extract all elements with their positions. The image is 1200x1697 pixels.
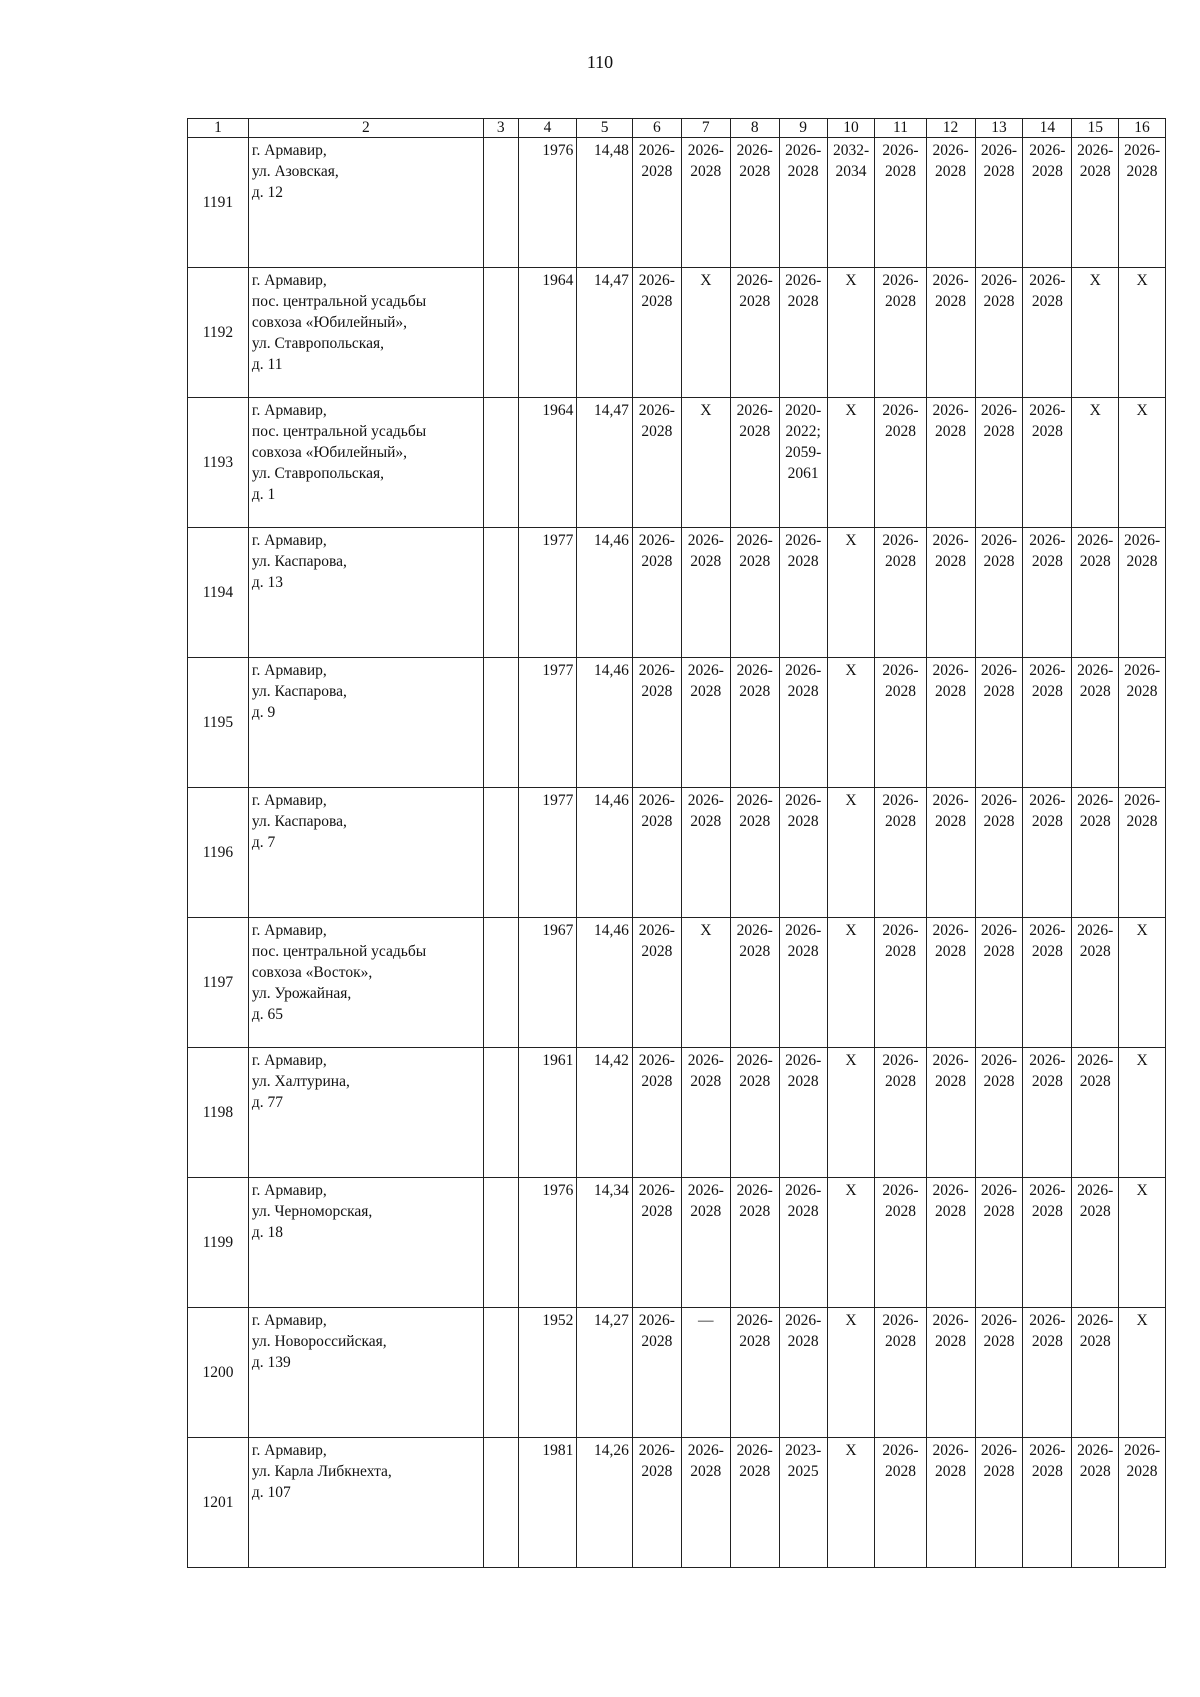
period-cell: 2026- 2028 [926, 1438, 975, 1568]
year-cell: 1981 [518, 1438, 577, 1568]
year-cell: 1967 [518, 918, 577, 1048]
period-cell: X [1119, 1308, 1166, 1438]
period-cell: — [681, 1308, 730, 1438]
period-cell: 2026- 2028 [1072, 658, 1119, 788]
year-cell: 1976 [518, 138, 577, 268]
period-cell: 2026- 2028 [1023, 1438, 1072, 1568]
value-cell: 14,46 [577, 918, 632, 1048]
period-cell: 2026- 2028 [875, 268, 926, 398]
column-header: 13 [975, 119, 1023, 138]
period-cell: 2026- 2028 [779, 788, 827, 918]
period-cell: 2026- 2028 [632, 268, 681, 398]
period-cell: 2026- 2028 [975, 788, 1023, 918]
period-cell: 2026- 2028 [681, 788, 730, 918]
column-3-cell [483, 528, 518, 658]
period-cell: X [827, 1438, 875, 1568]
table-row [188, 918, 1166, 1048]
year-cell: 1961 [518, 1048, 577, 1178]
period-cell: 2026- 2028 [632, 658, 681, 788]
period-cell: 2026- 2028 [1119, 658, 1166, 788]
period-cell: 2026- 2028 [681, 1048, 730, 1178]
value-cell: 14,34 [577, 1178, 632, 1308]
period-cell: 2026- 2028 [1119, 528, 1166, 658]
row-number-cell: 1201 [188, 1438, 249, 1568]
column-3-cell [483, 1438, 518, 1568]
year-cell: 1976 [518, 1178, 577, 1308]
row-number-cell: 1194 [188, 528, 249, 658]
period-cell: 2020- 2022; 2059- 2061 [779, 398, 827, 528]
period-cell: 2026- 2028 [779, 268, 827, 398]
period-cell: 2026- 2028 [875, 1438, 926, 1568]
value-cell: 14,48 [577, 138, 632, 268]
period-cell: 2026- 2028 [875, 1178, 926, 1308]
period-cell: 2026- 2028 [681, 1438, 730, 1568]
page-number: 110 [586, 52, 614, 72]
period-cell: 2026- 2028 [632, 1178, 681, 1308]
column-3-cell [483, 268, 518, 398]
value-cell: 14,46 [577, 658, 632, 788]
period-cell: 2026- 2028 [875, 138, 926, 268]
period-cell: 2026- 2028 [975, 398, 1023, 528]
period-cell: 2026- 2028 [779, 528, 827, 658]
period-cell: X [827, 1048, 875, 1178]
period-cell: 2026- 2028 [1023, 658, 1072, 788]
period-cell: 2026- 2028 [779, 1308, 827, 1438]
address-cell: г. Армавир, ул. Новороссийская, д. 139 [248, 1308, 483, 1438]
table-row [188, 1308, 1166, 1438]
period-cell: 2026- 2028 [730, 1438, 779, 1568]
period-cell: 2026- 2028 [1023, 398, 1072, 528]
period-cell: 2026- 2028 [1023, 918, 1072, 1048]
row-number-cell: 1191 [188, 138, 249, 268]
address-cell: г. Армавир, ул. Азовская, д. 12 [248, 138, 483, 268]
row-number-cell: 1193 [188, 398, 249, 528]
period-cell: X [827, 658, 875, 788]
period-cell: 2026- 2028 [926, 658, 975, 788]
period-cell: 2026- 2028 [1119, 138, 1166, 268]
period-cell: X [681, 398, 730, 528]
table-row [188, 528, 1166, 658]
year-cell: 1977 [518, 788, 577, 918]
address-cell: г. Армавир, ул. Каспарова, д. 13 [248, 528, 483, 658]
value-cell: 14,47 [577, 398, 632, 528]
period-cell: 2026- 2028 [681, 528, 730, 658]
period-cell: 2026- 2028 [1023, 1178, 1072, 1308]
period-cell: 2026- 2028 [926, 268, 975, 398]
period-cell: 2026- 2028 [1023, 1048, 1072, 1178]
column-3-cell [483, 138, 518, 268]
period-cell: 2026- 2028 [875, 918, 926, 1048]
period-cell: X [827, 1178, 875, 1308]
column-header: 1 [188, 119, 249, 138]
period-cell: 2026- 2028 [681, 658, 730, 788]
period-cell: 2026- 2028 [1023, 138, 1072, 268]
row-number-cell: 1200 [188, 1308, 249, 1438]
column-header: 4 [518, 119, 577, 138]
period-cell: 2026- 2028 [632, 788, 681, 918]
period-cell: 2026- 2028 [779, 1048, 827, 1178]
period-cell: X [1072, 398, 1119, 528]
period-cell: 2026- 2028 [730, 1308, 779, 1438]
address-cell: г. Армавир, ул. Каспарова, д. 9 [248, 658, 483, 788]
period-cell: 2026- 2028 [1072, 528, 1119, 658]
period-cell: 2026- 2028 [1072, 1178, 1119, 1308]
period-cell: 2026- 2028 [1072, 1308, 1119, 1438]
value-cell: 14,46 [577, 788, 632, 918]
column-3-cell [483, 788, 518, 918]
period-cell: 2026- 2028 [1072, 1438, 1119, 1568]
period-cell: 2026- 2028 [975, 1178, 1023, 1308]
table-row [188, 138, 1166, 268]
table-row [188, 268, 1166, 398]
period-cell: 2026- 2028 [875, 528, 926, 658]
period-cell: X [681, 268, 730, 398]
row-number-cell: 1195 [188, 658, 249, 788]
period-cell: 2026- 2028 [1072, 138, 1119, 268]
period-cell: 2026- 2028 [975, 918, 1023, 1048]
column-3-cell [483, 658, 518, 788]
column-3-cell [483, 1178, 518, 1308]
column-header: 9 [779, 119, 827, 138]
year-cell: 1952 [518, 1308, 577, 1438]
table-row [188, 1178, 1166, 1308]
period-cell: 2026- 2028 [1072, 918, 1119, 1048]
period-cell: X [827, 398, 875, 528]
year-cell: 1964 [518, 268, 577, 398]
value-cell: 14,46 [577, 528, 632, 658]
period-cell: 2026- 2028 [632, 1308, 681, 1438]
period-cell: 2026- 2028 [875, 658, 926, 788]
column-header: 15 [1072, 119, 1119, 138]
period-cell: 2026- 2028 [926, 788, 975, 918]
column-3-cell [483, 398, 518, 528]
year-cell: 1977 [518, 528, 577, 658]
period-cell: 2026- 2028 [730, 398, 779, 528]
period-cell: 2026- 2028 [975, 1048, 1023, 1178]
period-cell: 2026- 2028 [926, 398, 975, 528]
period-cell: 2026- 2028 [632, 398, 681, 528]
period-cell: X [827, 528, 875, 658]
period-cell: 2026- 2028 [730, 918, 779, 1048]
period-cell: X [827, 788, 875, 918]
table-row [188, 788, 1166, 918]
row-number-cell: 1196 [188, 788, 249, 918]
column-header: 14 [1023, 119, 1072, 138]
period-cell: X [1119, 918, 1166, 1048]
value-cell: 14,26 [577, 1438, 632, 1568]
period-cell: 2026- 2028 [926, 1048, 975, 1178]
column-header: 12 [926, 119, 975, 138]
table-row [188, 1438, 1166, 1568]
column-header: 7 [681, 119, 730, 138]
table-row [188, 398, 1166, 528]
column-header: 3 [483, 119, 518, 138]
period-cell: 2026- 2028 [730, 268, 779, 398]
table-header-row [188, 119, 1166, 138]
data-table [187, 118, 1166, 1568]
period-cell: 2026- 2028 [779, 658, 827, 788]
period-cell: 2026- 2028 [926, 528, 975, 658]
address-cell: г. Армавир, пос. центральной усадьбы совхоза «Юбилейный», ул. Ставропольская, д. 1 [248, 398, 483, 528]
period-cell: 2026- 2028 [632, 1048, 681, 1178]
period-cell: X [681, 918, 730, 1048]
column-header: 11 [875, 119, 926, 138]
period-cell: 2026- 2028 [926, 1178, 975, 1308]
period-cell: 2026- 2028 [779, 138, 827, 268]
column-header: 2 [248, 119, 483, 138]
address-cell: г. Армавир, пос. центральной усадьбы совхоза «Юбилейный», ул. Ставропольская, д. 11 [248, 268, 483, 398]
row-number-cell: 1198 [188, 1048, 249, 1178]
period-cell: 2026- 2028 [730, 528, 779, 658]
value-cell: 14,27 [577, 1308, 632, 1438]
period-cell: 2026- 2028 [875, 1048, 926, 1178]
column-header: 16 [1119, 119, 1166, 138]
row-number-cell: 1199 [188, 1178, 249, 1308]
value-cell: 14,47 [577, 268, 632, 398]
period-cell: 2026- 2028 [926, 1308, 975, 1438]
period-cell: 2026- 2028 [1023, 528, 1072, 658]
period-cell: 2026- 2028 [875, 1308, 926, 1438]
period-cell: 2026- 2028 [730, 138, 779, 268]
period-cell: 2026- 2028 [975, 658, 1023, 788]
table-row [188, 658, 1166, 788]
column-header: 6 [632, 119, 681, 138]
period-cell: 2026- 2028 [632, 1438, 681, 1568]
period-cell: 2026- 2028 [681, 1178, 730, 1308]
period-cell: 2026- 2028 [975, 528, 1023, 658]
period-cell: 2023- 2025 [779, 1438, 827, 1568]
column-3-cell [483, 918, 518, 1048]
column-3-cell [483, 1048, 518, 1178]
column-header: 5 [577, 119, 632, 138]
table-row [188, 1048, 1166, 1178]
period-cell: 2026- 2028 [975, 1308, 1023, 1438]
period-cell: 2026- 2028 [1023, 788, 1072, 918]
row-number-cell: 1197 [188, 918, 249, 1048]
address-cell: г. Армавир, ул. Каспарова, д. 7 [248, 788, 483, 918]
column-3-cell [483, 1308, 518, 1438]
address-cell: г. Армавир, ул. Черноморская, д. 18 [248, 1178, 483, 1308]
address-cell: г. Армавир, ул. Халтурина, д. 77 [248, 1048, 483, 1178]
period-cell: X [1119, 1048, 1166, 1178]
period-cell: X [1119, 398, 1166, 528]
period-cell: 2026- 2028 [926, 138, 975, 268]
column-header: 8 [730, 119, 779, 138]
period-cell: 2026- 2028 [730, 658, 779, 788]
period-cell: 2026- 2028 [730, 788, 779, 918]
period-cell: 2026- 2028 [1023, 1308, 1072, 1438]
column-header: 10 [827, 119, 875, 138]
period-cell: X [1072, 268, 1119, 398]
period-cell: 2026- 2028 [1119, 1438, 1166, 1568]
period-cell: 2026- 2028 [1023, 268, 1072, 398]
period-cell: 2026- 2028 [975, 1438, 1023, 1568]
period-cell: 2026- 2028 [975, 138, 1023, 268]
period-cell: X [1119, 1178, 1166, 1308]
period-cell: 2026- 2028 [1072, 1048, 1119, 1178]
period-cell: 2026- 2028 [730, 1048, 779, 1178]
period-cell: X [827, 1308, 875, 1438]
address-cell: г. Армавир, ул. Карла Либкнехта, д. 107 [248, 1438, 483, 1568]
period-cell: 2026- 2028 [875, 398, 926, 528]
year-cell: 1964 [518, 398, 577, 528]
period-cell: 2026- 2028 [632, 528, 681, 658]
row-number-cell: 1192 [188, 268, 249, 398]
period-cell: X [827, 268, 875, 398]
period-cell: 2026- 2028 [1119, 788, 1166, 918]
period-cell: 2026- 2028 [875, 788, 926, 918]
period-cell: 2026- 2028 [779, 918, 827, 1048]
period-cell: 2026- 2028 [632, 138, 681, 268]
year-cell: 1977 [518, 658, 577, 788]
period-cell: 2026- 2028 [1072, 788, 1119, 918]
period-cell: 2026- 2028 [730, 1178, 779, 1308]
address-cell: г. Армавир, пос. центральной усадьбы совхоза «Восток», ул. Урожайная, д. 65 [248, 918, 483, 1048]
period-cell: X [1119, 268, 1166, 398]
period-cell: 2032- 2034 [827, 138, 875, 268]
period-cell: 2026- 2028 [779, 1178, 827, 1308]
period-cell: 2026- 2028 [632, 918, 681, 1048]
value-cell: 14,42 [577, 1048, 632, 1178]
period-cell: 2026- 2028 [926, 918, 975, 1048]
period-cell: X [827, 918, 875, 1048]
period-cell: 2026- 2028 [681, 138, 730, 268]
period-cell: 2026- 2028 [975, 268, 1023, 398]
